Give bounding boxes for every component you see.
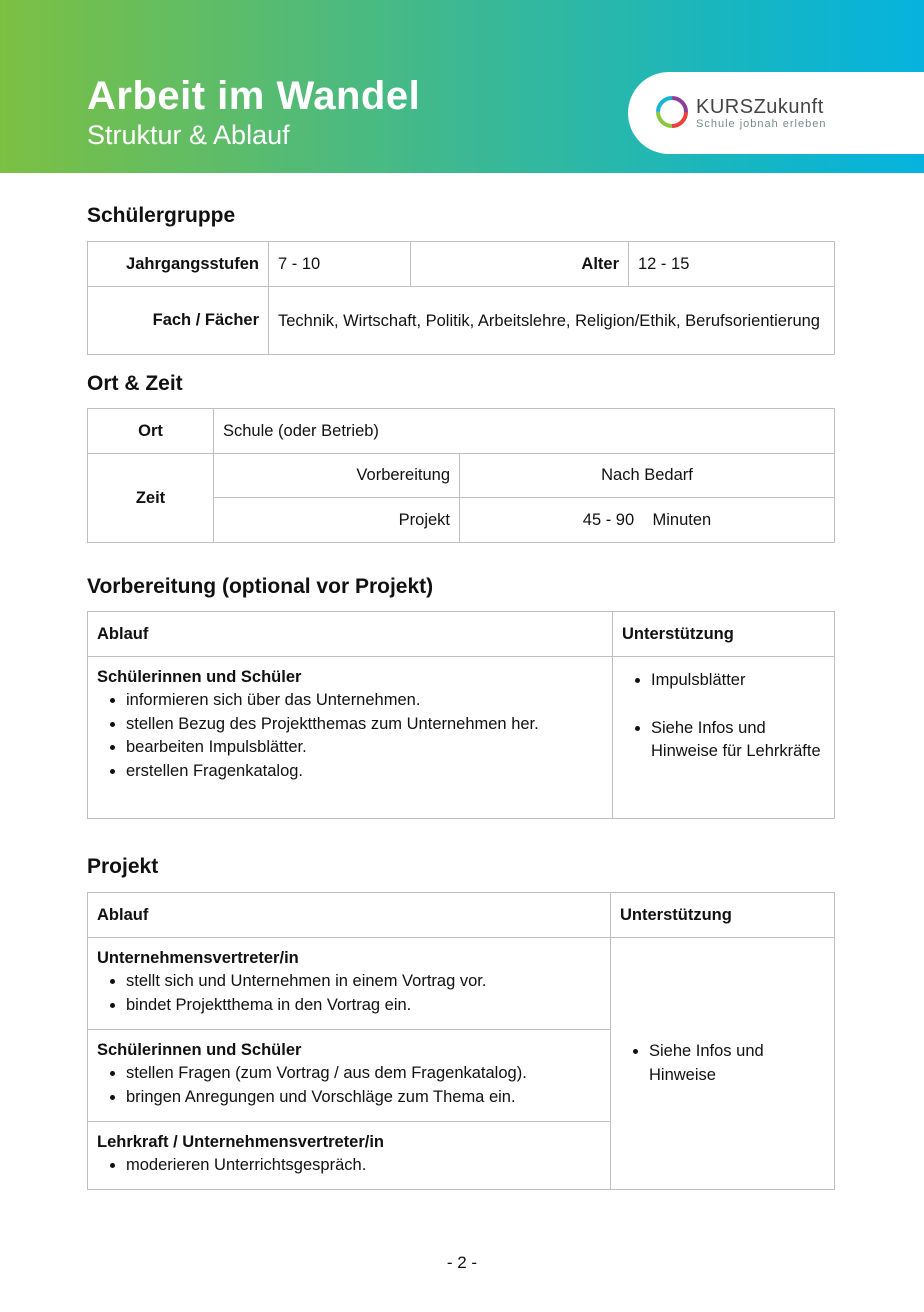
vorbereitung-col-ablauf: Ablauf [88,612,613,657]
list-item: • Impulsblätter [651,669,825,693]
list-item: • bringen Anregungen und Vorschläge zum Thema ein. [126,1086,601,1110]
zeit-label: Zeit [88,454,214,543]
projekt-col-ablauf: Ablauf [88,893,611,938]
group-title: Schülerinnen und Schüler [97,1041,302,1059]
list-item: • bearbeiten Impulsblätter. [126,736,603,760]
section-heading-schuelergruppe: Schülergruppe [87,204,236,227]
projekt-time-label: Projekt [214,498,460,543]
vorbereitung-time-value: Nach Bedarf [460,454,835,498]
vorbereitung-time-label: Vorbereitung [214,454,460,498]
projekt-col-unterstuetzung: Unterstützung [611,893,835,938]
projekt-time-cell [460,498,835,543]
projekt-group-cell [88,1030,611,1122]
page-subtitle: Struktur & Ablauf [87,120,290,150]
logo [628,72,924,154]
list-item: • Siehe Infos und Hinweise [649,1040,825,1087]
logo-ring-icon [654,94,690,130]
list-item: • moderieren Unterrichtsgespräch. [126,1154,601,1178]
vorbereitung-col-unterstuetzung: Unterstützung [613,612,835,657]
list-item: • bindet Projektthema in den Vortrag ein. [126,994,601,1018]
schuelergruppe-table [87,241,835,355]
list-item: • erstellen Fragenkatalog. [126,760,603,784]
list-item: • stellen Bezug des Projektthemas zum Unternehmen her. [126,713,603,737]
group-title: Lehrkraft / Unternehmensvertreter/in [97,1133,385,1151]
group-title: Unternehmensvertreter/in [97,949,299,967]
alter-label: Alter [411,242,629,287]
jahrgang-label: Jahrgangsstufen [88,242,269,287]
list-item: • Siehe Infos und Hinweise für Lehrkräfte [651,717,825,764]
list-item: • stellt sich und Unternehmen in einem Vortrag vor. [126,970,601,994]
group-title: Schülerinnen und Schüler [97,668,302,686]
section-heading-vorbereitung: Vorbereitung (optional vor Projekt) [87,575,434,598]
projekt-time-unit: Minuten [652,510,712,529]
fach-label: Fach / Fächer [88,287,269,355]
alter-value: 12 - 15 [629,242,835,287]
jahrgang-value: 7 - 10 [269,242,411,287]
vorbereitung-ablauf-cell [88,657,613,819]
page-number: - 2 - [446,1253,478,1272]
fach-value: Technik, Wirtschaft, Politik, Arbeitslehre, Religion/Ethik, Berufsorientierung [269,287,835,355]
header-banner [0,0,924,173]
list-item: • informieren sich über das Unternehmen. [126,689,603,713]
list-item: • stellen Fragen (zum Vortrag / aus dem Fragenkatalog). [126,1062,601,1086]
section-heading-projekt: Projekt [87,855,159,878]
projekt-time-value: 45 - 90 [582,510,635,529]
logo-name: KURSZukunft [696,96,824,118]
ort-value: Schule (oder Betrieb) [214,409,835,454]
projekt-group-cell [88,1122,611,1190]
vorbereitung-support-cell [613,657,835,819]
section-heading-ort-zeit: Ort & Zeit [87,372,183,395]
logo-tagline: Schule jobnah erleben [696,118,827,130]
ort-label: Ort [88,409,214,454]
projekt-support-cell [611,938,835,1190]
page-title: Arbeit im Wandel [87,74,421,118]
ort-zeit-table [87,408,835,543]
vorbereitung-table [87,611,835,819]
projekt-group-cell [88,938,611,1030]
projekt-table [87,892,835,1190]
